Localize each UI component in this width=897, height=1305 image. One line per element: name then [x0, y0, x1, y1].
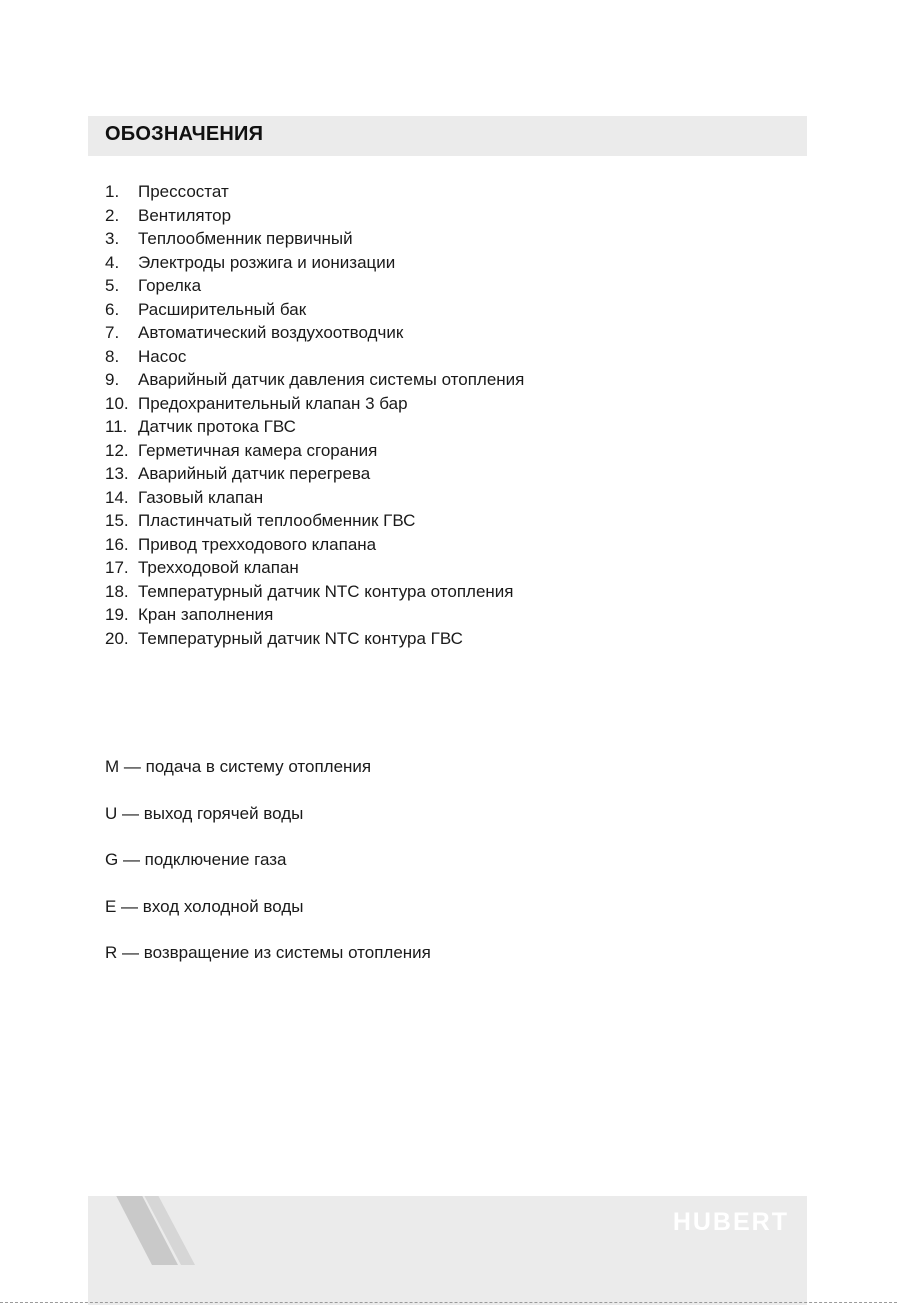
hubert-logo: HUBERT	[672, 1208, 789, 1236]
legend-number: 9.	[105, 370, 120, 389]
legend-label: Газовый клапан	[138, 487, 264, 507]
legend-label: Аварийный датчик давления системы отопления	[138, 370, 525, 389]
connection-item: G — подключение газа	[105, 850, 287, 870]
legend-number: 15.	[105, 511, 129, 530]
legend-label: Привод трехходового клапана	[138, 534, 377, 554]
legend-item	[105, 439, 524, 463]
legend-item	[105, 509, 524, 533]
legend-item	[105, 180, 524, 204]
legend-item	[105, 462, 524, 486]
legend-item	[105, 603, 524, 627]
connection-item: E — вход холодной воды	[105, 896, 304, 916]
legend-number: 20.	[105, 628, 129, 648]
legend-number: 1.	[105, 182, 120, 201]
legend-number: 8.	[105, 346, 120, 366]
legend-number: 5.	[105, 276, 120, 295]
legend-label: Расширительный бак	[138, 299, 307, 319]
legend-list	[105, 180, 524, 650]
legend-number: 19.	[105, 605, 129, 624]
legend-number: 14.	[105, 487, 129, 507]
legend-item	[105, 533, 524, 557]
connection-item: R — возвращение из системы отопления	[105, 943, 431, 963]
connection-item: M — подача в систему отопления	[105, 757, 372, 776]
legend-item	[105, 298, 524, 322]
legend-number: 4.	[105, 252, 120, 272]
legend-label: Герметичная камера сгорания	[138, 440, 378, 460]
legend-item	[105, 627, 524, 651]
legend-number: 18.	[105, 581, 129, 601]
legend-label: Температурный датчик NTC контура отопления	[138, 581, 514, 601]
legend-number: 11.	[105, 417, 128, 436]
legend-label: Датчик протока ГВС	[138, 417, 296, 436]
legend-number: 6.	[105, 299, 120, 319]
legend-label: Теплообменник первичный	[138, 229, 353, 248]
legend-item	[105, 227, 524, 251]
legend-number: 2.	[105, 205, 120, 225]
legend-label: Горелка	[138, 276, 202, 295]
footer-band	[88, 1196, 807, 1305]
legend-label: Предохранительный клапан 3 бар	[138, 393, 408, 413]
legend-label: Аварийный датчик перегрева	[138, 464, 371, 483]
legend-label: Насос	[138, 346, 187, 366]
legend-number: 10.	[105, 393, 129, 413]
section-title: ОБОЗНАЧЕНИЯ	[105, 123, 264, 145]
connections-list	[105, 755, 431, 988]
legend-item	[105, 251, 524, 275]
legend-item	[105, 392, 524, 416]
legend-item	[105, 274, 524, 298]
legend-item	[105, 321, 524, 345]
legend-item	[105, 368, 524, 392]
decorative-stripes-icon	[88, 1196, 228, 1305]
page-cut-line	[0, 1302, 897, 1303]
legend-label: Вентилятор	[138, 205, 232, 225]
legend-label: Автоматический воздухоотводчик	[138, 323, 404, 342]
legend-label: Пластинчатый теплообменник ГВС	[138, 511, 416, 530]
legend-number: 16.	[105, 534, 129, 554]
legend-item	[105, 204, 524, 228]
legend-item	[105, 345, 524, 369]
legend-label: Трехходовой клапан	[138, 558, 299, 577]
legend-number: 7.	[105, 323, 120, 342]
legend-item	[105, 556, 524, 580]
legend-number: 12.	[105, 440, 129, 460]
legend-number: 13.	[105, 464, 129, 483]
legend-label: Электроды розжига и ионизации	[138, 252, 396, 272]
legend-item	[105, 415, 524, 439]
legend-label: Температурный датчик NTC контура ГВС	[138, 628, 463, 648]
legend-label: Кран заполнения	[138, 605, 274, 624]
legend-item	[105, 580, 524, 604]
connection-item: U — выход горячей воды	[105, 803, 304, 823]
legend-label: Прессостат	[138, 182, 229, 201]
legend-number: 3.	[105, 229, 120, 248]
legend-number: 17.	[105, 558, 129, 577]
section-header	[88, 116, 807, 156]
legend-item	[105, 486, 524, 510]
